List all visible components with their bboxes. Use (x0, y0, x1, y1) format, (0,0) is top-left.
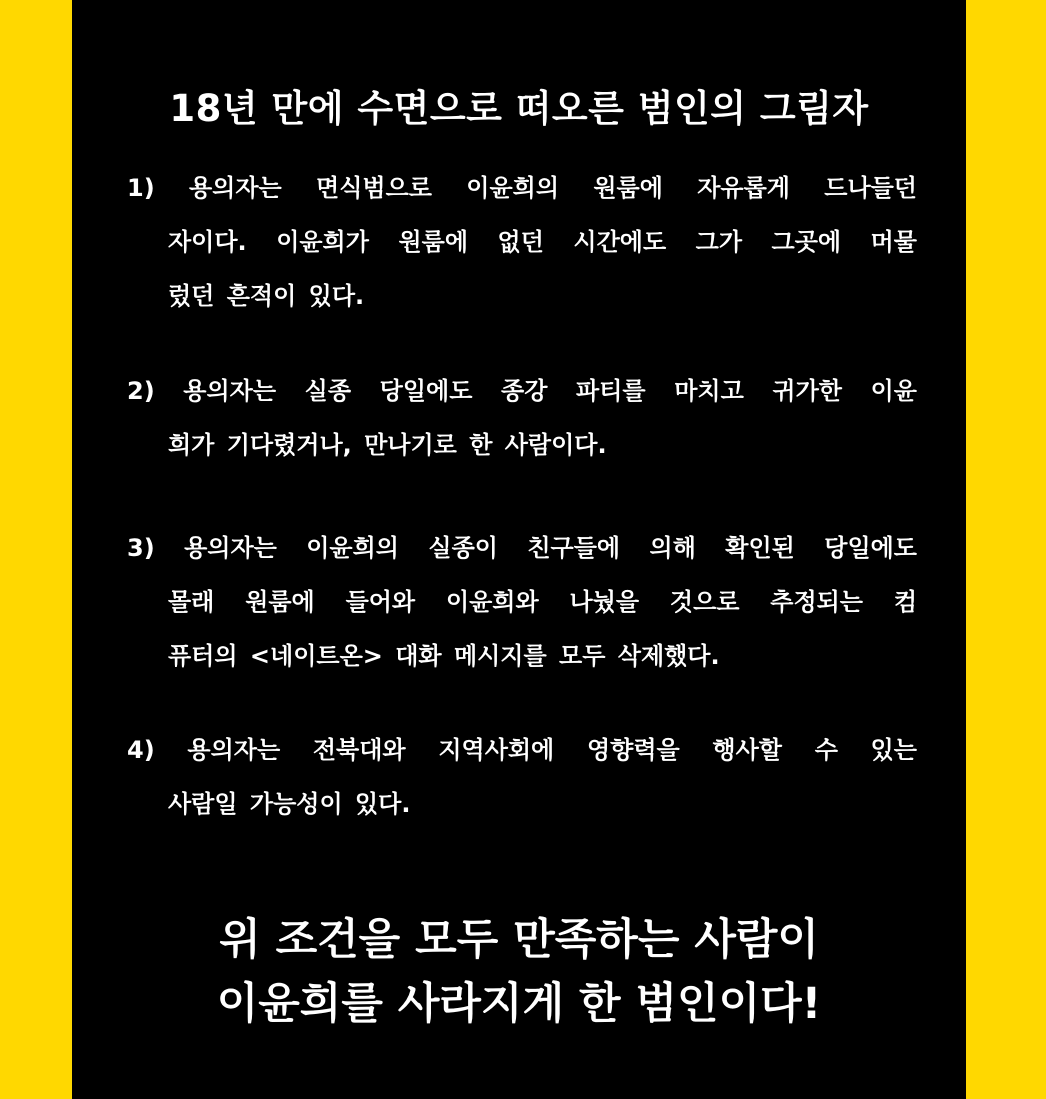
item-4-line-2: 사람일 가능성이 있다. (168, 790, 411, 818)
list-item-3 (127, 531, 917, 693)
conclusion (72, 908, 966, 1036)
list-item-1 (127, 171, 917, 333)
conclusion-line-2: 이윤희를 사라지게 한 범인이다! (216, 979, 822, 1029)
item-1-line-2: 자이다. 이윤희가 원룸에 없던 시간에도 그가 그곳에 머물 (168, 228, 917, 256)
conclusion-line-1: 위 조건을 모두 만족하는 사람이 (219, 915, 819, 965)
page-title: 18년 만에 수면으로 떠오른 범인의 그림자 (169, 87, 869, 130)
item-2-line-2: 희가 기다렸거나, 만나기로 한 사람이다. (168, 431, 607, 459)
item-3-line-2: 몰래 원룸에 들어와 이윤희와 나눴을 것으로 추정되는 컴 (168, 588, 917, 616)
list-item-2 (127, 374, 917, 482)
list-item-4 (127, 733, 917, 841)
black-panel (72, 0, 966, 1099)
item-1-line-3: 렀던 흔적이 있다. (168, 282, 365, 310)
item-3-line-3: 퓨터의 <네이트온> 대화 메시지를 모두 삭제했다. (168, 642, 720, 670)
item-3-line-1: 3) 용의자는 이윤희의 실종이 친구들에 의해 확인된 당일에도 (127, 534, 917, 562)
item-2-line-1: 2) 용의자는 실종 당일에도 종강 파티를 마치고 귀가한 이윤 (127, 377, 917, 405)
item-4-line-1: 4) 용의자는 전북대와 지역사회에 영향력을 행사할 수 있는 (127, 736, 917, 764)
item-1-line-1: 1) 용의자는 면식범으로 이윤희의 원룸에 자유롭게 드나들던 (127, 174, 917, 202)
